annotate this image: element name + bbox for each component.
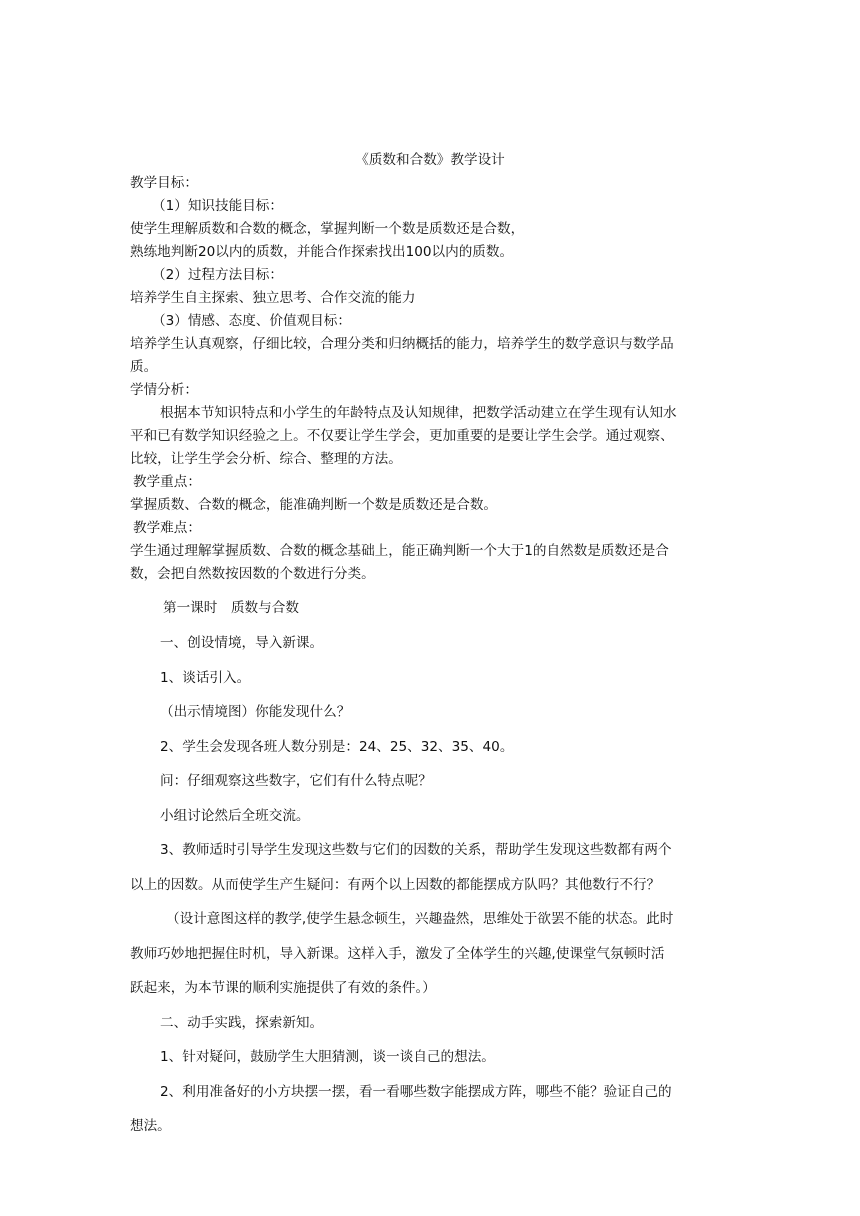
- body-line: 教师巧妙地把握住时机，导入新课。这样入手，激发了全体学生的兴趣,使课堂气氛顿时活: [130, 946, 665, 962]
- analysis-line-1: 根据本节知识特点和小学生的年龄特点及认知规律，把数学活动建立在学生现有认知水: [160, 405, 677, 421]
- difficulty-line-2: 数，会把自然数按因数的个数进行分类。: [130, 566, 375, 582]
- body-line: （设计意图这样的教学,使学生悬念顿生，兴趣盎然，思维处于欲罢不能的状态。此时: [166, 911, 674, 927]
- body-line: 2、学生会发现各班人数分别是：24、25、32、35、40。: [160, 739, 514, 755]
- body-line: 以上的因数。从而使学生产生疑问：有两个以上因数的都能摆成方队吗？其他数行不行？: [130, 877, 661, 893]
- body-line: 1、谈话引入。: [160, 670, 251, 686]
- goal1-line-1: 使学生理解质数和合数的概念，掌握判断一个数是质数还是合数，: [130, 221, 525, 237]
- body-line: 问：仔细观察这些数字，它们有什么特点呢？: [160, 773, 432, 789]
- analysis-line-3: 比较，让学生学会分析、综合、整理的方法。: [130, 451, 402, 467]
- difficulty-heading: 教学难点：: [133, 520, 201, 536]
- lesson-heading: 第一课时 质数与合数: [163, 600, 299, 616]
- body-line: 想法。: [130, 1118, 171, 1134]
- key-text: 掌握质数、合数的概念，能准确判断一个数是质数还是合数。: [130, 497, 498, 513]
- goals-heading: 教学目标：: [130, 175, 198, 191]
- goal3-line-2: 质。: [130, 359, 158, 375]
- analysis-line-2: 平和已有数学知识经验之上。不仅要让学生学会，更加重要的是要让学生会学。通过观察、: [130, 428, 674, 444]
- analysis-heading: 学情分析：: [130, 382, 198, 398]
- body-line: 跃起来，为本节课的顺利实施提供了有效的条件。）: [130, 980, 436, 996]
- goal1-heading: （1）知识技能目标：: [152, 198, 283, 214]
- body-line: 小组讨论然后全班交流。: [160, 808, 310, 824]
- goal1-line-2: 熟练地判断20以内的质数，并能合作探索找出100以内的质数。: [130, 244, 514, 260]
- body-line: 2、利用准备好的小方块摆一摆，看一看哪些数字能摆成方阵，哪些不能？验证自己的: [160, 1084, 672, 1100]
- goal2-text: 培养学生自主探索、独立思考、合作交流的能力: [130, 290, 416, 306]
- body-line: 3、教师适时引导学生发现这些数与它们的因数的关系，帮助学生发现这些数都有两个: [160, 842, 672, 858]
- body-line: 二、动手实践，探索新知。: [160, 1015, 324, 1031]
- difficulty-line-1: 学生通过理解掌握质数、合数的概念基础上，能正确判断一个大于1的自然数是质数还是合: [130, 543, 669, 559]
- body-line: 1、针对疑问，鼓励学生大胆猜测，谈一谈自己的想法。: [160, 1049, 495, 1065]
- body-line: 一、创设情境，导入新课。: [160, 635, 324, 651]
- key-heading: 教学重点：: [133, 474, 201, 490]
- goal3-heading: （3）情感、态度、价值观目标：: [152, 313, 351, 329]
- goal3-line-1: 培养学生认真观察，仔细比较，合理分类和归纳概括的能力，培养学生的数学意识与数学品: [130, 336, 674, 352]
- document-title: 《质数和合数》教学设计: [355, 152, 505, 168]
- body-line: （出示情境图）你能发现什么？: [160, 704, 351, 720]
- goal2-heading: （2）过程方法目标：: [152, 267, 283, 283]
